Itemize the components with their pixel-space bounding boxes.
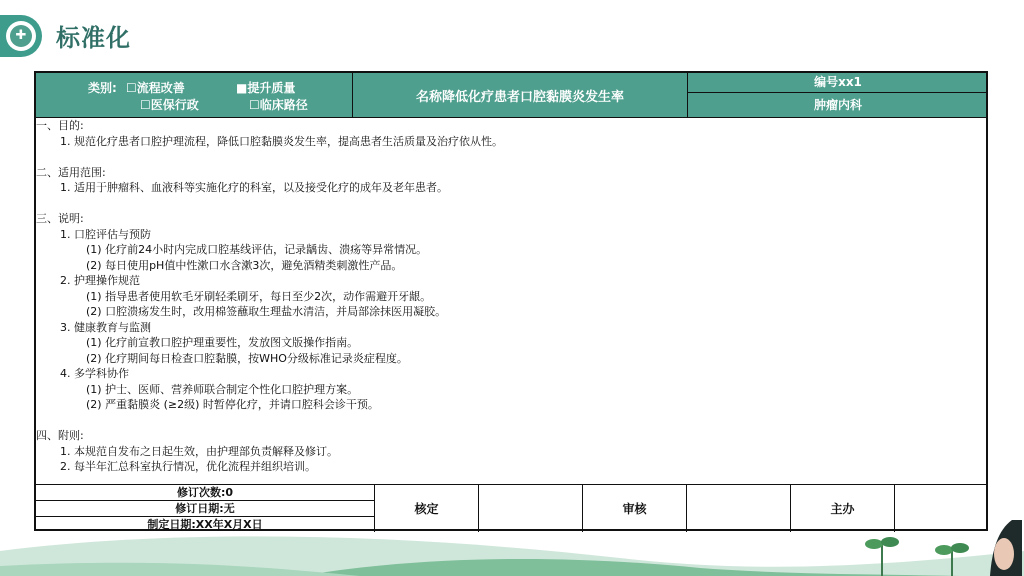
- body-line: (2) 口腔溃疡发生时，改用棉签蘸取生理盐水清洁，并局部涂抹医用凝胶。: [86, 305, 447, 318]
- organizer-label: 主办: [790, 485, 894, 532]
- body-line: (1) 护士、医师、营养师联合制定个性化口腔护理方案。: [86, 382, 359, 396]
- page-title: 标准化: [56, 24, 131, 52]
- audit-label: 审核: [582, 485, 686, 532]
- audit-signature-field[interactable]: [686, 485, 790, 532]
- organizer-signature-field[interactable]: [894, 485, 986, 532]
- section-heading: 四、附则:: [36, 429, 84, 442]
- checkbox-icon: ■: [236, 81, 248, 95]
- body-line: (1) 化疗前24小时内完成口腔基线评估，记录龋齿、溃疡等异常情况。: [86, 243, 428, 256]
- standard-document: [34, 71, 988, 531]
- document-name: 名称降低化疗患者口腔黏膜炎发生率: [353, 73, 688, 117]
- body-line: 4. 多学科协作: [60, 367, 129, 380]
- section-heading: 三、说明:: [36, 212, 84, 225]
- body-line: 2. 护理操作规范: [60, 274, 140, 287]
- body-line: 2. 每半年汇总科室执行情况，优化流程并组织培训。: [60, 460, 316, 473]
- document-header: [36, 73, 986, 118]
- body-line: (2) 化疗期间每日检查口腔黏膜，按WHO分级标准记录炎症程度。: [86, 351, 408, 365]
- signature-table: [36, 484, 986, 532]
- checkbox-icon: ☐: [126, 81, 137, 95]
- body-line: (1) 指导患者使用软毛牙刷轻柔刷牙，每日至少2次，动作需避开牙龈。: [86, 289, 432, 303]
- section-heading: 二、适用范围:: [36, 165, 106, 179]
- department: 肿瘤内科: [813, 98, 862, 112]
- category-label: 类别:: [88, 81, 117, 95]
- category-cell: [36, 73, 353, 117]
- section-heading: 一、目的:: [36, 119, 84, 132]
- option-process-improvement[interactable]: ☐流程改善: [126, 81, 185, 95]
- review-label: 核定: [374, 485, 478, 532]
- body-line: 1. 适用于肿瘤科、血液科等实施化疗的科室，以及接受化疗的成年及老年患者。: [60, 181, 448, 194]
- body-line: 3. 健康教育与监测: [60, 320, 151, 334]
- created-date: 制定日期:XX年X月X日: [147, 518, 263, 531]
- checkbox-icon: ☐: [249, 98, 260, 112]
- body-line: 1. 本规范自发布之日起生效，由护理部负责解释及修订。: [60, 444, 338, 458]
- body-line: (2) 严重黏膜炎 (≥2级) 时暂停化疗，并请口腔科会诊干预。: [86, 398, 379, 411]
- medical-cross-icon: ✚: [10, 25, 32, 47]
- logo-badge: [0, 15, 42, 57]
- revision-info: [36, 485, 374, 532]
- body-line: 1. 口腔评估与预防: [60, 227, 151, 241]
- document-code: 编号xx1: [688, 73, 988, 93]
- body-line: 1. 规范化疗患者口腔护理流程，降低口腔黏膜炎发生率，提高患者生活质量及治疗依从性。: [60, 134, 503, 148]
- option-quality-improvement[interactable]: ■提升质量: [236, 81, 296, 95]
- body-line: (1) 化疗前宣教口腔护理重要性，发放图文版操作指南。: [86, 336, 359, 349]
- option-clinical-pathway[interactable]: ☐临床路径: [249, 98, 308, 112]
- revision-date: 修订日期:无: [36, 501, 374, 517]
- revision-count: 修订次数:0: [36, 485, 374, 501]
- body-line: (2) 每日使用pH值中性漱口水含漱3次，避免酒精类刺激性产品。: [86, 258, 403, 272]
- option-insurance-admin[interactable]: ☐医保行政: [140, 98, 199, 112]
- review-signature-field[interactable]: [478, 485, 582, 532]
- checkbox-icon: ☐: [140, 98, 151, 112]
